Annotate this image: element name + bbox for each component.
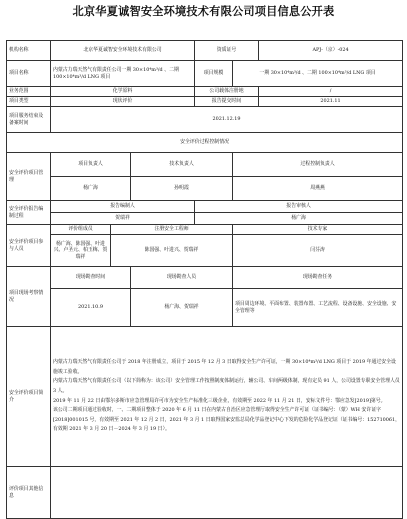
label-other-info: 评价项目其他信息 [7, 467, 51, 519]
intro-paragraph: 内蒙古力瑞天然气有限责任公司（以下简称为：该公司）安全管理工作按照制度体制运行，辅公司、车间两级体制，现有定员 91 人，公司设置专职安全管理人员 3 人。 [53, 378, 400, 394]
review-header-2: 报告审核人 [195, 201, 403, 213]
label-intro: 安全评价项目简介 [7, 327, 51, 467]
process-title: 安全评价过程控制情况 [7, 133, 403, 153]
label-org-name: 机构名称 [7, 41, 51, 61]
intro-paragraph: 内蒙古力瑞天然气有限责任公司于 2018 年注册成立，项目于 2015 年 12 月 3 日取得安全生产许可证，一期 30×10⁴m³/d LNG 项目于 2019 年通过安全设施竣工验收。 [53, 359, 396, 375]
leaders-value-3: 周燕燕 [233, 177, 403, 201]
project-info-table [6, 40, 403, 519]
row-leaders-header [7, 153, 403, 177]
leaders-value-2: 孙明霞 [131, 177, 233, 201]
label-site-survey: 项目现场考察情况 [7, 267, 51, 327]
survey-header-3: 现场勘查任务 [233, 267, 403, 289]
row-participants-values [7, 235, 403, 267]
row-project [7, 61, 403, 87]
row-survey-values [7, 289, 403, 327]
label-project-name: 项目名称 [7, 61, 51, 87]
label-cert-no: 资质证号 [195, 41, 259, 61]
row-participants-header [7, 225, 403, 235]
row-scope [7, 87, 403, 97]
survey-value-3: 项目周边环境、平面布置、装置布置、工艺流程、设备设施、安全设施、安全管理等 [233, 289, 403, 327]
label-leaders: 安全评价项目管理 [7, 153, 51, 201]
value-org-name: 北京华夏诚智安全环境技术有限公司 [51, 41, 195, 61]
row-org [7, 41, 403, 61]
survey-header-2: 现场勘查人员 [131, 267, 233, 289]
participants-value-2: 陈国强、叶进兴、贺瑞祥 [111, 235, 233, 267]
page-title: 北京华夏诚智安全环境技术有限公司项目信息公开表 [72, 5, 335, 18]
survey-value-2: 杨广海、贺瑞祥 [131, 289, 233, 327]
label-report-review: 安全评价报告编制过程 [7, 201, 51, 225]
label-business-scope: 业务范围 [7, 87, 51, 97]
value-business-scope: 化学原料 [51, 87, 195, 97]
intro-paragraph: 2019 年 11 月 22 日由鄂尔多斯市应急管理局许可市为安全生产标准化三级企业，有效期至 2022 年 11 月 21 日，安标文件号：鄂应急发[2019]第号。 [53, 397, 386, 404]
participants-header-1: 评价组成员 [51, 225, 111, 235]
label-project-scale: 项目规模 [195, 61, 233, 87]
value-project-scale: 一期 30×10⁴m³/d 、二期 100×10⁴m³/d LNG 项目 [233, 61, 403, 87]
row-review-header [7, 201, 403, 213]
review-header-1: 报告编制人 [51, 201, 195, 213]
value-cert-no: APJ-（京）-024 [259, 41, 403, 61]
review-value-1: 贺瑞祥 [51, 213, 195, 225]
row-leaders-values [7, 177, 403, 201]
value-service-time: 2021.12.19 [51, 107, 403, 133]
row-survey-header [7, 267, 403, 289]
row-service-time [7, 107, 403, 133]
row-intro [7, 327, 403, 467]
participants-header-2: 注册安全工程师 [111, 225, 233, 235]
participants-header-3: 技术专家 [233, 225, 403, 235]
value-other-info [51, 467, 403, 519]
leaders-header-1: 项目负责人 [51, 153, 131, 177]
intro-paragraph: 该公司二期项目通过验收时，一、二期项目整体于 2020 年 6 月 11 日在内蒙古自治区应急管理厅取得安全生产许可证（证书编号：（蒙）WH 安许证字[2018]001015 号，有效期至 2021 年 12 月 2 日，2021 年 3 月 1 日取得国家安监总局化学品登记中心下发的危险化学品登记证（证书编号：152710061，有效期 2021 年 3 月 20 日－2024 年 3 月 19 日）。 [53, 407, 401, 433]
value-project-name: 内蒙古力瑞天然气有限责任公司一期 30×10⁴m³/d 、二期 100×10⁴m³/d LNG 项目 [51, 61, 195, 87]
label-enterprise-location: 公司载体注册地 [195, 87, 259, 97]
row-process-title [7, 133, 403, 153]
label-service-time: 项目服务结束及备案时间 [7, 107, 51, 133]
label-report-submit-time: 报告提交时间 [195, 97, 259, 107]
value-project-type: 现状评价 [51, 97, 195, 107]
participants-value-1: 杨广海、陈国强、叶进兴、卢圣元、柏玉梅、贺瑞祥 [51, 235, 111, 267]
leaders-value-1: 杨广海 [51, 177, 131, 201]
value-enterprise-location: / [259, 87, 403, 97]
row-other-info [7, 467, 403, 519]
review-value-2: 杨广海 [195, 213, 403, 225]
survey-header-1: 现场勘查时间 [51, 267, 131, 289]
leaders-header-2: 技术负责人 [131, 153, 233, 177]
participants-value-3: 闫芬涛 [233, 235, 403, 267]
intro-text [51, 327, 403, 467]
survey-value-1: 2021.10.9 [51, 289, 131, 327]
label-participants: 安全评价项目参与人员 [7, 225, 51, 267]
row-type [7, 97, 403, 107]
row-review-values [7, 213, 403, 225]
label-project-type: 项目类型 [7, 97, 51, 107]
leaders-header-3: 过程控制负责人 [233, 153, 403, 177]
value-report-submit-time: 2021.11 [259, 97, 403, 107]
